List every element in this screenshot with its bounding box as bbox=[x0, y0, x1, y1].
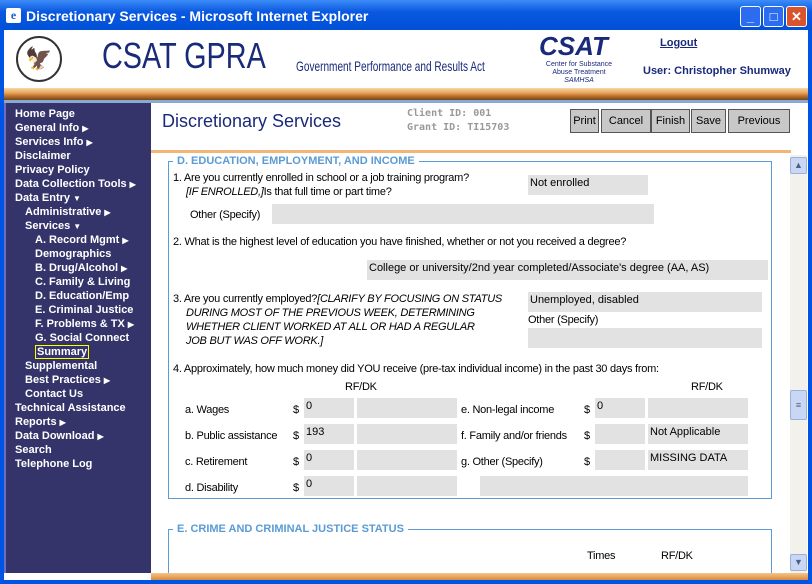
rfdk-header-left: RF/DK bbox=[345, 381, 377, 393]
title-bar bbox=[0, 0, 812, 30]
logo-subtitle: Government Performance and Results Act bbox=[296, 58, 485, 74]
rfdk-header-e: RF/DK bbox=[661, 550, 693, 562]
expand-arrow-icon: ▶ bbox=[103, 376, 110, 385]
sidebar-item-supplemental[interactable] bbox=[25, 360, 97, 373]
client-id: Client ID: 001 bbox=[407, 108, 492, 119]
expand-arrow-icon: ▶ bbox=[97, 432, 104, 441]
sidebar-item-label: General Info bbox=[15, 122, 80, 134]
sidebar-item-services[interactable] bbox=[25, 220, 81, 233]
q1-value-field[interactable]: Not enrolled bbox=[528, 175, 648, 195]
ie-icon: e bbox=[6, 8, 21, 23]
close-button[interactable]: ✕ bbox=[786, 6, 807, 27]
logo-title: CSAT GPRA bbox=[102, 35, 266, 76]
q2-value-field[interactable]: College or university/2nd year completed/Associate's degree (AA, AS) bbox=[367, 260, 768, 280]
sidebar-item-label: Contact Us bbox=[25, 388, 84, 400]
sidebar-item-label: Reports bbox=[15, 416, 57, 428]
dollar-sign: $ bbox=[584, 456, 590, 468]
sidebar-item-f-problems-tx[interactable] bbox=[35, 318, 134, 331]
sidebar-item-label: Services Info bbox=[15, 136, 84, 148]
income-rfdk-field[interactable]: MISSING DATA bbox=[648, 450, 748, 470]
save-button[interactable]: Save bbox=[691, 109, 726, 133]
cancel-button[interactable]: Cancel bbox=[601, 109, 651, 133]
q3-other-field[interactable] bbox=[528, 328, 762, 348]
sidebar-item-label: Supplemental bbox=[25, 360, 98, 372]
csat-logo-text: Center for Substance Abuse Treatment SAMHSA bbox=[545, 61, 613, 84]
section-e-legend: E. CRIME AND CRIMINAL JUSTICE STATUS bbox=[173, 523, 408, 535]
sidebar-item-data-entry[interactable] bbox=[15, 192, 81, 205]
sidebar-item-search[interactable] bbox=[15, 444, 52, 457]
q3-text: 3. Are you currently employed? bbox=[173, 293, 318, 305]
footer-stripe bbox=[151, 573, 808, 580]
scroll-up-button[interactable]: ▲ bbox=[790, 157, 807, 174]
sidebar-item-label: Data Collection Tools bbox=[15, 178, 127, 190]
window-title: Discretionary Services - Microsoft Internet Explorer bbox=[26, 8, 369, 24]
sidebar-item-g-social-connect[interactable] bbox=[35, 332, 129, 345]
income-label: b. Public assistance bbox=[185, 430, 278, 442]
collapse-arrow-icon: ▼ bbox=[73, 222, 82, 231]
page-title: Discretionary Services bbox=[162, 111, 342, 131]
expand-arrow-icon: ▶ bbox=[86, 138, 93, 147]
dollar-sign: $ bbox=[293, 482, 299, 494]
q3-italic-3: WHETHER CLIENT WORKED AT ALL OR HAD A REGULAR bbox=[186, 321, 475, 333]
grant-id: Grant ID: TI15703 bbox=[407, 122, 510, 133]
sidebar-item-label: Administrative bbox=[25, 206, 102, 218]
sidebar-item-demographics[interactable] bbox=[35, 248, 111, 261]
previous-button[interactable]: Previous bbox=[728, 109, 790, 133]
expand-arrow-icon: ▶ bbox=[59, 418, 66, 427]
minimize-button[interactable]: _ bbox=[740, 6, 761, 27]
sidebar-item-general-info[interactable] bbox=[15, 122, 88, 135]
expand-arrow-icon: ▶ bbox=[82, 124, 89, 133]
dollar-sign: $ bbox=[293, 430, 299, 442]
expand-arrow-icon: ▶ bbox=[122, 236, 129, 245]
header-stripe bbox=[4, 88, 808, 100]
q4-text: 4. Approximately, how much money did YOU receive (pre-tax individual income) in the past 30 days from: bbox=[173, 363, 659, 375]
income-label: e. Non-legal income bbox=[461, 404, 555, 416]
q1-text2: Is that full time or part time? bbox=[263, 186, 392, 198]
sidebar-item-a-record-mgmt[interactable] bbox=[35, 234, 129, 247]
finish-button[interactable]: Finish bbox=[651, 109, 690, 133]
vertical-scrollbar[interactable] bbox=[790, 155, 807, 573]
income-amount-field[interactable] bbox=[595, 424, 645, 444]
income-label: c. Retirement bbox=[185, 456, 248, 468]
sidebar-item-b-drug-alcohol[interactable] bbox=[35, 262, 127, 275]
income-label: a. Wages bbox=[185, 404, 230, 416]
income-rfdk-field[interactable] bbox=[648, 398, 748, 418]
sidebar-item-label: D. Education/Emp bbox=[35, 290, 130, 302]
dollar-sign: $ bbox=[293, 456, 299, 468]
sidebar-item-label: Best Practices bbox=[25, 374, 101, 386]
q3-italic-2: DURING MOST OF THE PREVIOUS WEEK, DETERMINING bbox=[186, 307, 475, 319]
sidebar-item-administrative[interactable] bbox=[25, 206, 111, 219]
sidebar-nav bbox=[4, 103, 151, 573]
sidebar-item-label: E. Criminal Justice bbox=[35, 304, 134, 316]
sidebar-item-label: A. Record Mgmt bbox=[35, 234, 120, 246]
sidebar-item-c-family-living[interactable] bbox=[35, 276, 130, 289]
expand-arrow-icon: ▶ bbox=[129, 180, 136, 189]
sidebar-item-label: B. Drug/Alcohol bbox=[35, 262, 119, 274]
sidebar-item-services-info[interactable] bbox=[15, 136, 93, 149]
income-amount-field[interactable]: 0 bbox=[304, 476, 354, 496]
sidebar-item-reports[interactable] bbox=[15, 416, 66, 429]
print-button[interactable]: Print bbox=[570, 109, 599, 133]
sidebar-item-technical-assistance[interactable] bbox=[15, 402, 126, 415]
sidebar-item-label: Data Entry bbox=[15, 192, 71, 204]
sidebar-item-label: Summary bbox=[37, 346, 88, 358]
collapse-arrow-icon: ▼ bbox=[73, 194, 81, 203]
income-amount-field[interactable]: 0 bbox=[595, 398, 645, 418]
page-header bbox=[4, 30, 808, 88]
sidebar-item-home-page[interactable] bbox=[15, 108, 75, 121]
other-specify-field[interactable] bbox=[480, 476, 748, 496]
sidebar-item-label: Disclaimer bbox=[15, 150, 71, 162]
sidebar-item-label: C. Family & Living bbox=[35, 276, 131, 288]
q1-italic: [IF ENROLLED,] bbox=[186, 186, 264, 198]
hhs-seal-icon: 🦅 bbox=[16, 36, 62, 82]
sidebar-item-label: Search bbox=[15, 444, 52, 456]
income-label: d. Disability bbox=[185, 482, 238, 494]
income-label: g. Other (Specify) bbox=[461, 456, 543, 468]
income-amount-field[interactable]: 0 bbox=[304, 450, 354, 470]
rfdk-header-right: RF/DK bbox=[691, 381, 723, 393]
sidebar-item-d-education-emp[interactable] bbox=[35, 290, 129, 303]
sidebar-item-label: G. Social Connect bbox=[35, 332, 130, 344]
income-amount-field[interactable] bbox=[595, 450, 645, 470]
logout-link[interactable]: Logout bbox=[660, 37, 698, 49]
sidebar-item-label: Services bbox=[25, 220, 71, 232]
user-name: User: Christopher Shumway bbox=[643, 65, 791, 77]
income-amount-field[interactable]: 193 bbox=[304, 424, 354, 444]
expand-arrow-icon: ▶ bbox=[127, 320, 135, 329]
income-label: f. Family and/or friends bbox=[461, 430, 567, 442]
q3-italic-1: [CLARIFY BY FOCUSING ON STATUS bbox=[317, 293, 502, 305]
q3-other-label: Other (Specify) bbox=[528, 314, 599, 326]
scroll-thumb[interactable]: ≡ bbox=[790, 390, 807, 420]
sidebar-item-label: Demographics bbox=[35, 248, 112, 260]
title-divider bbox=[151, 150, 791, 153]
income-rfdk-field[interactable] bbox=[357, 450, 457, 470]
sidebar-item-best-practices[interactable] bbox=[25, 374, 110, 387]
dollar-sign: $ bbox=[584, 430, 590, 442]
section-d-legend: D. EDUCATION, EMPLOYMENT, AND INCOME bbox=[173, 155, 419, 167]
dollar-sign: $ bbox=[584, 404, 590, 416]
sidebar-item-data-collection-tools[interactable] bbox=[15, 178, 136, 191]
sidebar-item-e-criminal-justice[interactable] bbox=[35, 304, 133, 317]
sidebar-item-data-download[interactable] bbox=[15, 430, 104, 443]
income-rfdk-field[interactable] bbox=[357, 476, 457, 496]
q3-value-field[interactable]: Unemployed, disabled bbox=[528, 292, 762, 312]
income-rfdk-field[interactable] bbox=[357, 424, 457, 444]
income-rfdk-field[interactable]: Not Applicable bbox=[648, 424, 748, 444]
scroll-down-button[interactable]: ▼ bbox=[790, 554, 807, 571]
maximize-button[interactable]: □ bbox=[763, 6, 784, 27]
times-header: Times bbox=[587, 550, 616, 562]
q2-text: 2. What is the highest level of education you have finished, whether or not you received a degree? bbox=[173, 236, 627, 248]
sidebar-item-telephone-log[interactable] bbox=[15, 458, 92, 471]
q1-text: 1. Are you currently enrolled in school or a job training program? bbox=[173, 172, 469, 184]
sidebar-item-disclaimer[interactable] bbox=[15, 150, 71, 163]
sidebar-item-label: Privacy Policy bbox=[15, 164, 90, 176]
sidebar-item-label: Data Download bbox=[15, 430, 95, 442]
expand-arrow-icon: ▶ bbox=[104, 208, 111, 217]
q3-italic-4: JOB BUT WAS OFF WORK.] bbox=[186, 335, 324, 347]
sidebar-item-label: Technical Assistance bbox=[15, 402, 126, 414]
sidebar-item-label: Telephone Log bbox=[15, 458, 93, 470]
income-rfdk-field[interactable] bbox=[357, 398, 457, 418]
sidebar-item-label: Home Page bbox=[15, 108, 75, 120]
sidebar-item-contact-us[interactable] bbox=[25, 388, 83, 401]
dollar-sign: $ bbox=[293, 404, 299, 416]
csat-logo: CSAT bbox=[539, 31, 608, 61]
expand-arrow-icon: ▶ bbox=[121, 264, 128, 273]
q1-other-field[interactable] bbox=[272, 204, 654, 224]
income-amount-field[interactable]: 0 bbox=[304, 398, 354, 418]
sidebar-item-summary[interactable] bbox=[35, 346, 89, 359]
q1-other-label: Other (Specify) bbox=[190, 209, 261, 221]
sidebar-item-label: F. Problems & TX bbox=[35, 318, 125, 330]
sidebar-item-privacy-policy[interactable] bbox=[15, 164, 90, 177]
